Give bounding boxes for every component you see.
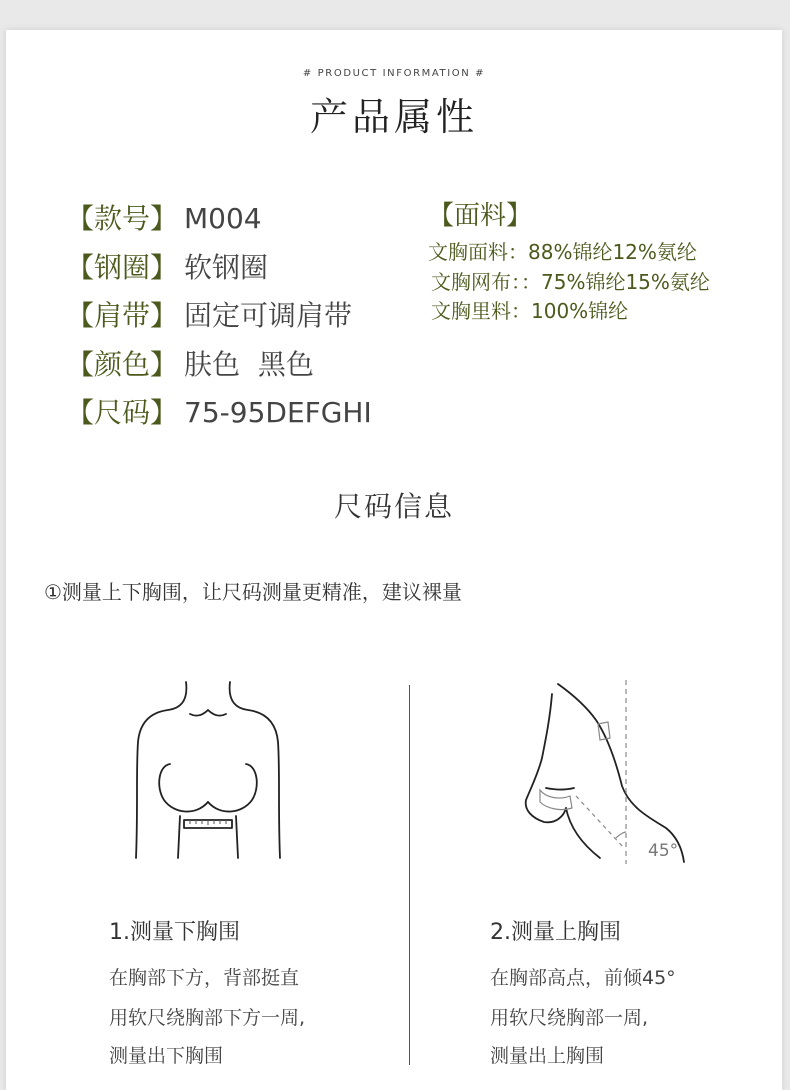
attribute-key: 【钢圈】 bbox=[66, 250, 179, 284]
overbust-illustration bbox=[520, 678, 710, 868]
fabric-block bbox=[428, 194, 710, 327]
fabric-line: 文胸面料：88%锦纶12%氨纶 bbox=[428, 240, 697, 264]
step-1-line: 测量出下胸围 bbox=[109, 1045, 224, 1067]
attribute-row-size bbox=[66, 389, 372, 438]
product-card bbox=[6, 30, 782, 1090]
attribute-value: 肤色 黑色 bbox=[184, 347, 314, 381]
attribute-key: 【款号】 bbox=[66, 202, 179, 235]
fabric-heading: 【面料】 bbox=[428, 201, 533, 231]
measure-tip: ①测量上下胸围，让尺码测量更精准，建议裸量 bbox=[44, 580, 462, 604]
attribute-value: 75-95DEFGHI bbox=[184, 396, 372, 429]
step-1-line: 在胸部下方，背部挺直 bbox=[109, 967, 300, 989]
size-info-title: 尺码信息 bbox=[333, 490, 454, 523]
angle-label: 45° bbox=[648, 841, 679, 861]
attribute-key: 【尺码】 bbox=[66, 396, 179, 429]
attribute-value: M004 bbox=[184, 202, 262, 235]
attribute-list bbox=[66, 195, 372, 438]
attribute-row-underwire bbox=[66, 244, 372, 293]
page-title: 产品属性 bbox=[309, 95, 478, 139]
section-eyebrow: # PRODUCT INFORMATION # bbox=[302, 68, 486, 79]
step-2-line: 测量出上胸围 bbox=[490, 1045, 605, 1067]
attribute-value: 固定可调肩带 bbox=[184, 299, 353, 332]
step-1-title: 1.测量下胸围 bbox=[109, 920, 240, 945]
step-2-line: 在胸部高点，前倾45° bbox=[490, 967, 676, 989]
attribute-value: 软钢圈 bbox=[184, 250, 269, 284]
fabric-line: 文胸里料：100%锦纶 bbox=[431, 299, 629, 323]
step-1-line: 用软尺绕胸部下方一周, bbox=[109, 1007, 306, 1029]
attribute-row-style bbox=[66, 195, 372, 244]
attribute-row-color bbox=[66, 341, 372, 390]
underbust-illustration bbox=[128, 680, 288, 865]
step-2-title: 2.测量上胸围 bbox=[490, 920, 621, 945]
attribute-key: 【肩带】 bbox=[66, 299, 179, 332]
step-2-line: 用软尺绕胸部一周, bbox=[490, 1007, 649, 1029]
attribute-row-strap bbox=[66, 292, 372, 341]
column-divider bbox=[409, 685, 410, 1065]
attribute-key: 【颜色】 bbox=[66, 347, 179, 381]
fabric-line: 文胸网布：：75%锦纶15%氨纶 bbox=[431, 269, 710, 294]
